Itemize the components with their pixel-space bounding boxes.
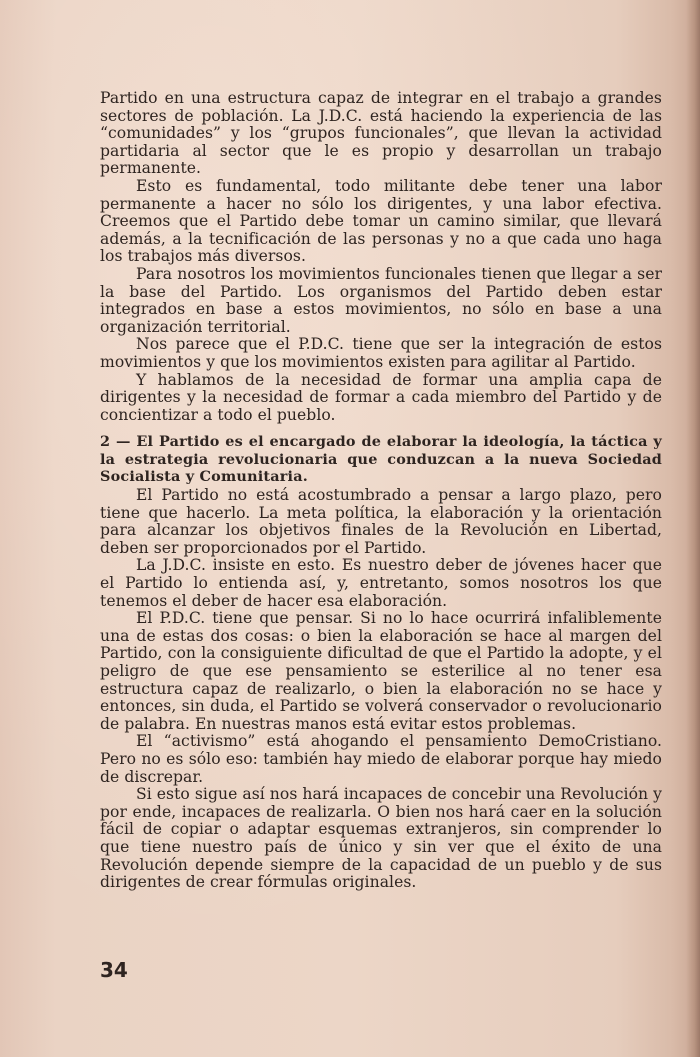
paragraph: La J.D.C. insiste en esto. Es nuestro deber de jóvenes hacer que el Partido lo entienda así, y, entretanto, somos nosotros los que tenemos el deber de hacer esa elaboración.	[100, 556, 662, 610]
paragraph: Y hablamos de la necesidad de formar una amplia capa de dirigentes y la necesidad de formar a cada miembro del Partido y de concientizar a todo el pueblo.	[100, 370, 662, 424]
body-text	[100, 90, 662, 892]
paragraph: El P.D.C. tiene que pensar. Si no lo hace ocurrirá infaliblemente una de estas dos cosas: o bien la elaboración se hace al margen del Partido, con la consiguiente dificultad de que el Partido la adopte, y el peligro de que ese pensamiento se esterilice al no tener esa estructura capaz de realizarlo, o bien la elaboración no se hace y entonces, sin duda, el Partido se volverá conservador o revolucionario de palabra. En nuestras manos está evitar estos problemas.	[100, 609, 662, 733]
section-heading: 2 — El Partido es el encargado de elaborar la ideología, la táctica y la estrategia revolucionaria que conduzcan a la nueva Sociedad Socialista y Comunitaria.	[100, 433, 662, 486]
paragraph: El Partido no está acostumbrado a pensar a largo plazo, pero tiene que hacerlo. La meta política, la elaboración y la orientación para alcanzar los objetivos finales de la Revolución en Libertad, deben ser proporcionados por el Partido.	[100, 486, 662, 557]
paragraph: Para nosotros los movimientos funcionales tienen que llegar a ser la base del Partido. Los organismos del Partido deben estar integrados en base a estos movimientos, no sólo en base a una organización territorial.	[100, 264, 662, 336]
paragraph: Esto es fundamental, todo militante debe tener una labor permanente a hacer no sólo los dirigentes, y una labor efectiva. Creemos que el Partido debe tomar un camino similar, que llevará además, a la tecnificación de las personas y no a que cada uno haga los trabajos más diversos.	[100, 176, 662, 266]
paragraph-continuation: Partido en una estructura capaz de integrar en el trabajo a grandes sectores de población. La J.D.C. está haciendo la experiencia de las “comunidades” y los “grupos funcionales”, que llevan la actividad partidaria al sector que le es propio y desarrollan un trabajo permanente.	[100, 89, 662, 178]
paragraph: El “activismo” está ahogando el pensamiento DemoCristiano. Pero no es sólo eso: también hay miedo de elaborar porque hay miedo de discrepar.	[100, 732, 662, 786]
paragraph: Si esto sigue así nos hará incapaces de concebir una Revolución y por ende, incapaces de realizarla. O bien nos hará caer en la solución fácil de copiar o adaptar esquemas extranjeros, sin comprender lo que tiene nuestro país de único y sin ver que el éxito de una Revolución depende siempre de la capacidad de un pueblo y de sus dirigentes de crear fórmulas originales.	[100, 785, 662, 892]
paragraph: Nos parece que el P.D.C. tiene que ser la integración de estos movimientos y que los movimientos existen para agilitar al Partido.	[100, 335, 662, 371]
page-number: 34	[100, 958, 128, 982]
